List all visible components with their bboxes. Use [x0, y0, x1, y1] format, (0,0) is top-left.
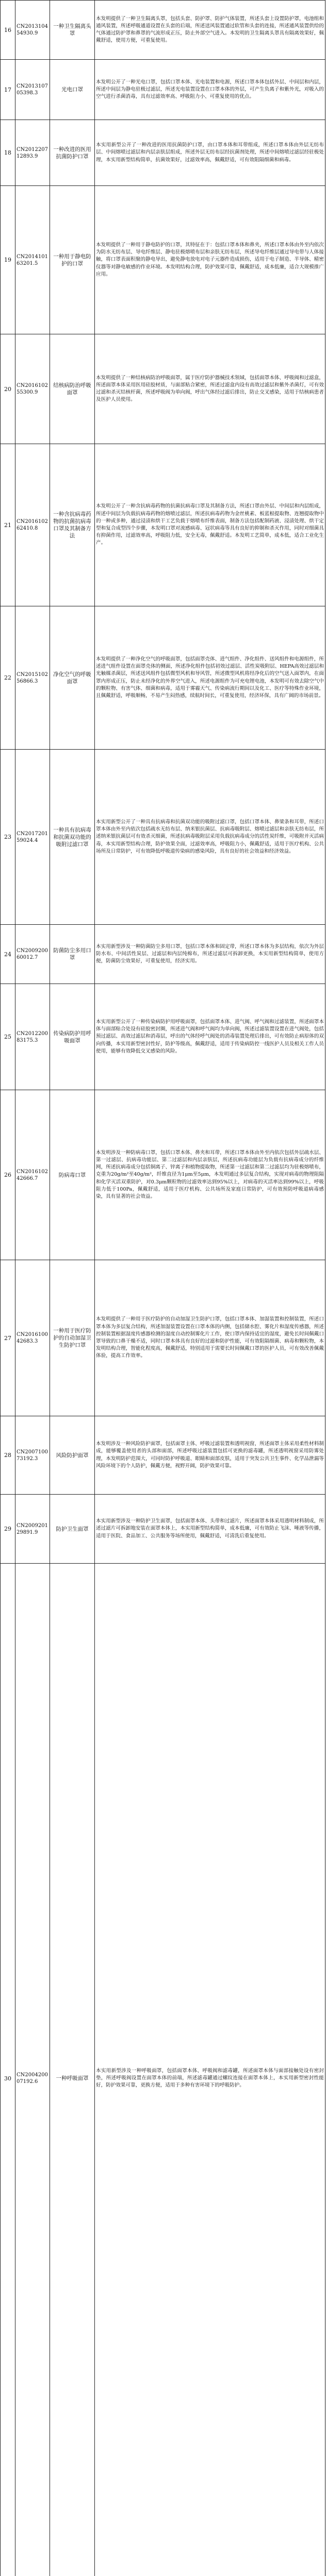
table-row — [1, 925, 325, 984]
patent-number: CN201220083175.3 — [15, 984, 50, 1090]
patent-title: 一种具有抗病毒和抗菌双功能的吸附过滤口罩 — [50, 750, 95, 925]
patent-abstract: 本发明涉及一种防病毒口罩，包括口罩本体、鼻夹和耳带，所述口罩本体由外至内依次包括外层疏水层、第一过滤层、抗病毒功能层、第二过滤层和内层亲肤层，所述抗病毒功能层为负载有抗病毒成分的纤维网，所述抗病毒成分包括铜离子、锌离子和植物提取物，所述第一过滤层和第二过滤层均为驻极熔喷布，克重为20g/m²至40g/m²，纤维直径为1μm至5μm，本发明通过多层复合结构，实现对病毒的物理阻隔和化学灭活双重防护，对0.3μm颗粒物的过滤效率达到95%以上，对病毒的灭活率达到99%以上，呼吸阻力低于100Pa，佩戴舒适，适用于医疗机构、公共场所及家庭日常防护，可有效预防呼吸道病毒感染，具有显著的社会效益。 — [95, 1090, 325, 1260]
patent-abstract: 本实用新型公开了一种传染病防护用呼吸面罩，包括面罩本体、进气阀、呼气阀和过滤装置，所述面罩本体与面部贴合处设有硅胶密封圈，所述进气阀和呼气阀均为单向阀，所述过滤装置设置在进气阀处，包括预过滤层、高效过滤层和消毒层，呼出的气体经呼气阀处的消毒装置处理后排出，可有效防止病原体的双向传播，本实用新型密封性好，防护等级高，佩戴舒适，适用于传染病防控一线医护人员及相关工作人员使用，能够有效降低交叉感染的风险。 — [95, 984, 325, 1090]
table-row — [1, 1, 325, 60]
patent-number: CN201610242666.7 — [15, 1090, 50, 1260]
table-row — [1, 334, 325, 444]
table-row — [1, 1260, 325, 1416]
row-number: 30 — [1, 1564, 15, 2576]
patent-abstract: 本发明提供了一种用于静电防护的口罩，其特征在于：包括口罩本体和鼻夹，所述口罩本体由外至内依次为防水无纺布层、导电纤维层、静电驻极熔喷布层和亲肤无纺布层，所述导电纤维层通过导电带与人体接触，将口罩表面积聚的静电导出，避免静电放电对电子元器件造成损伤，适用于电子制造、半导体、精密仪器等对静电敏感的作业环境。本发明结构合理，防护效果可靠，佩戴舒适，成本低廉，适合大规模推广应用。 — [95, 186, 325, 334]
patent-number: CN201610255300.9 — [15, 334, 50, 444]
patent-abstract: 本实用新型涉及一种呼吸面罩，包括面罩本体、呼吸阀和滤毒罐，所述面罩本体与面部接触处设有密封垫，所述呼吸阀设置在面罩本体的前端，所述滤毒罐通过螺纹连接在面罩本体上，本实用新型密封性能好，防护效果可靠，更换方便，适用于多种有害环境下的呼吸防护。 — [95, 1564, 325, 2576]
patent-title: 一种呼吸面罩 — [50, 1564, 95, 2576]
table-row — [1, 120, 325, 186]
table-row — [1, 1090, 325, 1260]
patent-number: CN200920129891.9 — [15, 1495, 50, 1564]
patent-abstract: 本发明公开了一种光电口罩，包括口罩本体、光电装置和电源，所述口罩本体包括外层、中间层和内层，所述中间层为静电驻极过滤层，所述光电装置设置在口罩本体的外层，可产生负离子和紫外光，对吸入的空气进行杀菌消毒，具有过滤效率高、呼吸阻力小、可重复使用的优点。 — [95, 60, 325, 120]
patent-number: CN201510256866.3 — [15, 606, 50, 750]
patent-title: 防病毒口罩 — [50, 1090, 95, 1260]
row-number: 26 — [1, 1090, 15, 1260]
patent-number: CN201410163201.5 — [15, 186, 50, 334]
patent-title: 光电口罩 — [50, 60, 95, 120]
patent-table-body — [1, 1, 325, 2576]
patent-title: 一种改进的医用抗菌防护口罩 — [50, 120, 95, 186]
patent-number: CN201720159024.4 — [15, 750, 50, 925]
row-number: 22 — [1, 606, 15, 750]
row-number: 20 — [1, 334, 15, 444]
patent-title: 一种含抗病毒药物的抗菌抗病毒口罩及其制备方法 — [50, 444, 95, 606]
patent-title: 传染病防护用呼吸面罩 — [50, 984, 95, 1090]
patent-abstract: 本发明提供了一种净化空气的呼吸面罩，包括面罩壳体、进气组件、净化组件、送风组件和电源组件，所述进气组件设置在面罩壳体的侧面，所述净化组件包括初效过滤层、活性炭吸附层、HEPA高效过滤层和光触媒杀菌层，所述送风组件包括微型风机和导风管，所述微型风机将经净化后的空气送入面罩内，在面罩内形成正压，防止未经净化的外界空气进入，所述电源组件为可充电锂电池，本发明可有效去除空气中的颗粒物、有害气体、细菌和病毒，适用于雾霾天气、传染病流行期间以及化工、医疗等特殊作业环境，且佩戴舒适，呼吸顺畅，不易产生闷热感，续航时间长，可重复使用，经济环保，具有广阔的市场前景。 — [95, 606, 325, 750]
patent-abstract: 本发明提供了一种卫生隔离头罩，包括头套、防护罩、防护气体装置，所述头套上设置防护罩，电池组和通风装置，所述呼吸通道设置在头套的后端，所述送风装置通过软管和头套的连接，所述通风装置供给的气体通过防护罩和鼻罩的气流形成正压，防止外部空气进入。本发明的卫生隔离头罩具有隔离效果好，佩戴舒适，使用方便，可重复使用。 — [95, 1, 325, 60]
patent-abstract: 本发明提供了一种结核病防治呼吸面罩，属于医疗防护器械技术领域，包括面罩本体、呼吸阀和过滤盒，所述面罩本体采用医用硅胶材质，与面部贴合紧密，所述过滤盒内设有高效过滤层和紫外杀菌灯，可有效过滤和杀灭结核杆菌，所述呼吸阀为单向阀，呼出气体经过滤后排出，防止交叉感染，适用于结核病患者及医护人员使用。 — [95, 334, 325, 444]
table-row — [1, 750, 325, 925]
row-number: 25 — [1, 984, 15, 1090]
table-row — [1, 1495, 325, 1564]
row-number: 17 — [1, 60, 15, 120]
patent-title: 一种用于静电防护的口罩 — [50, 186, 95, 334]
patent-number: CN201610262410.8 — [15, 444, 50, 606]
row-number: 27 — [1, 1260, 15, 1416]
patent-title: 防护卫生面罩 — [50, 1495, 95, 1564]
table-row — [1, 1564, 325, 2576]
patent-title: 一种用于医疗防护的自动加湿卫生防护口罩 — [50, 1260, 95, 1416]
patent-number: CN201310454930.9 — [15, 1, 50, 60]
patent-abstract: 本实用新型公开了一种改进的医用抗菌防护口罩，由口罩本体和耳带组成，所述口罩本体由外层无纺布层、中间熔喷过滤层和内层亲肤层组成，所述外层无纺布层经抗菌剂处理，所述中间熔喷过滤层经驻极处理，本实用新型结构简单，抗菌效果好，过滤效率高，佩戴舒适，可有效阻隔细菌和病毒。 — [95, 120, 325, 186]
table-row — [1, 1416, 325, 1495]
patent-number: CN200420007192.6 — [15, 1564, 50, 2576]
patent-title: 净化空气的呼吸面罩 — [50, 606, 95, 750]
table-row — [1, 984, 325, 1090]
row-number: 24 — [1, 925, 15, 984]
patent-abstract: 本实用新型公开了一种具有抗病毒和抗菌双功能的吸附过滤口罩，包括口罩本体、鼻梁条和耳带，所述口罩本体由外至内依次包括疏水无纺布层、纳米银抗菌层、抗病毒吸附层、熔喷过滤层和亲肤无纺布层，所述纳米银抗菌层可有效杀灭细菌，所述抗病毒吸附层采用负载抗病毒成分的活性炭纤维，可吸附并灭活病毒，本实用新型结构合理，防护效果全面，过滤效率高，呼吸阻力小，佩戴舒适，适用于医疗机构、公共场所及日常防护，可有效降低呼吸道传染病的感染风险，具有良好的社会效益和经济效益。 — [95, 750, 325, 925]
patent-title: 一种卫生隔离头罩 — [50, 1, 95, 60]
table-row — [1, 444, 325, 606]
patent-number: CN201310705398.3 — [15, 60, 50, 120]
patent-title: 防菌防尘多用口罩 — [50, 925, 95, 984]
row-number: 23 — [1, 750, 15, 925]
table-row — [1, 606, 325, 750]
patent-title: 风险防护面罩 — [50, 1416, 95, 1495]
table-row — [1, 186, 325, 334]
patent-number: CN201220712893.9 — [15, 120, 50, 186]
patent-abstract: 本发明提供了一种用于医疗防护的自动加湿卫生防护口罩，包括口罩本体、加湿装置和控制装置，所述口罩本体为多层复合结构，所述加湿装置设置在口罩本体的内侧，包括储水腔、雾化片和湿度传感器，所述控制装置根据湿度传感器检测的湿度自动控制雾化片工作，使口罩内保持适宜的湿度，避免长时间佩戴口罩导致的口鼻干燥不适，同时口罩本体具有良好的过滤和防护性能，可有效阻隔细菌、病毒和颗粒物，本发明结构合理，智能化程度高，佩戴舒适，特别适用于需要长时间佩戴口罩的医护人员，可有效改善佩戴体验，提高工作效率。 — [95, 1260, 325, 1416]
table-row — [1, 60, 325, 120]
patent-number: CN201610042683.3 — [15, 1260, 50, 1416]
row-number: 19 — [1, 186, 15, 334]
patent-abstract: 本实用新型涉及一种防菌防尘多用口罩，包括口罩本体和固定带，所述口罩本体为多层结构，依次为外层防水布、中间活性炭层、过滤层和内层纯棉布，所述过滤层可拆卸更换，本实用新型结构简单，使用方便，防菌防尘效果好，可重复使用，经济实用。 — [95, 925, 325, 984]
row-number: 29 — [1, 1495, 15, 1564]
patent-number: CN200920060012.7 — [15, 925, 50, 984]
patent-abstract: 本实用新型涉及一种防护卫生面罩，包括面罩本体、头带和过滤片，所述面罩本体采用透明材料制成，所述过滤片可拆卸地安装在面罩本体上，本实用新型结构简单，成本低廉，可有效防止飞沫、唾液等传播，适用于医院、食品加工、公共服务等场所使用，佩戴舒适，可清洗后重复使用。 — [95, 1495, 325, 1564]
patent-number: CN200710073192.3 — [15, 1416, 50, 1495]
row-number: 18 — [1, 120, 15, 186]
patent-abstract: 本发明涉及一种风险防护面罩，包括面罩主体、呼吸过滤装置和透明视窗，所述面罩主体采用柔性材料制成，能够覆盖使用者的头部和面部，所述呼吸过滤装置包括可更换的滤毒罐，所述透明视窗采用防雾处理，本发明防护范围大，可同时防护呼吸道、眼睛和面部皮肤，适用于突发公共卫生事件、化学品泄漏等风险环境下的个人防护，佩戴方便，视野开阔，防护效果可靠。 — [95, 1416, 325, 1495]
row-number: 16 — [1, 1, 15, 60]
patent-abstract: 本发明公开了一种含抗病毒药物的抗菌抗病毒口罩及其制备方法，所述口罩由外层、中间层和内层组成，所述中间层为负载抗病毒药物的熔喷过滤层，所述抗病毒药物为金丝桃素、板蓝根提取物、连翘提取物中的一种或多种，通过浸渍和烘干工艺负载于熔喷布纤维表面，制备方法包括配制药液、浸渍处理、烘干定型和复合成型四个步骤，本发明口罩对流感病毒、冠状病毒等具有良好的抑制和杀灭作用，同时对细菌具有抑菌作用，过滤效率高，呼吸阻力低，安全无毒，佩戴舒适。本发明工艺简单，成本低，适合工业化生产。 — [95, 444, 325, 606]
patent-title: 结核病防治呼吸面罩 — [50, 334, 95, 444]
row-number: 21 — [1, 444, 15, 606]
row-number: 28 — [1, 1416, 15, 1495]
